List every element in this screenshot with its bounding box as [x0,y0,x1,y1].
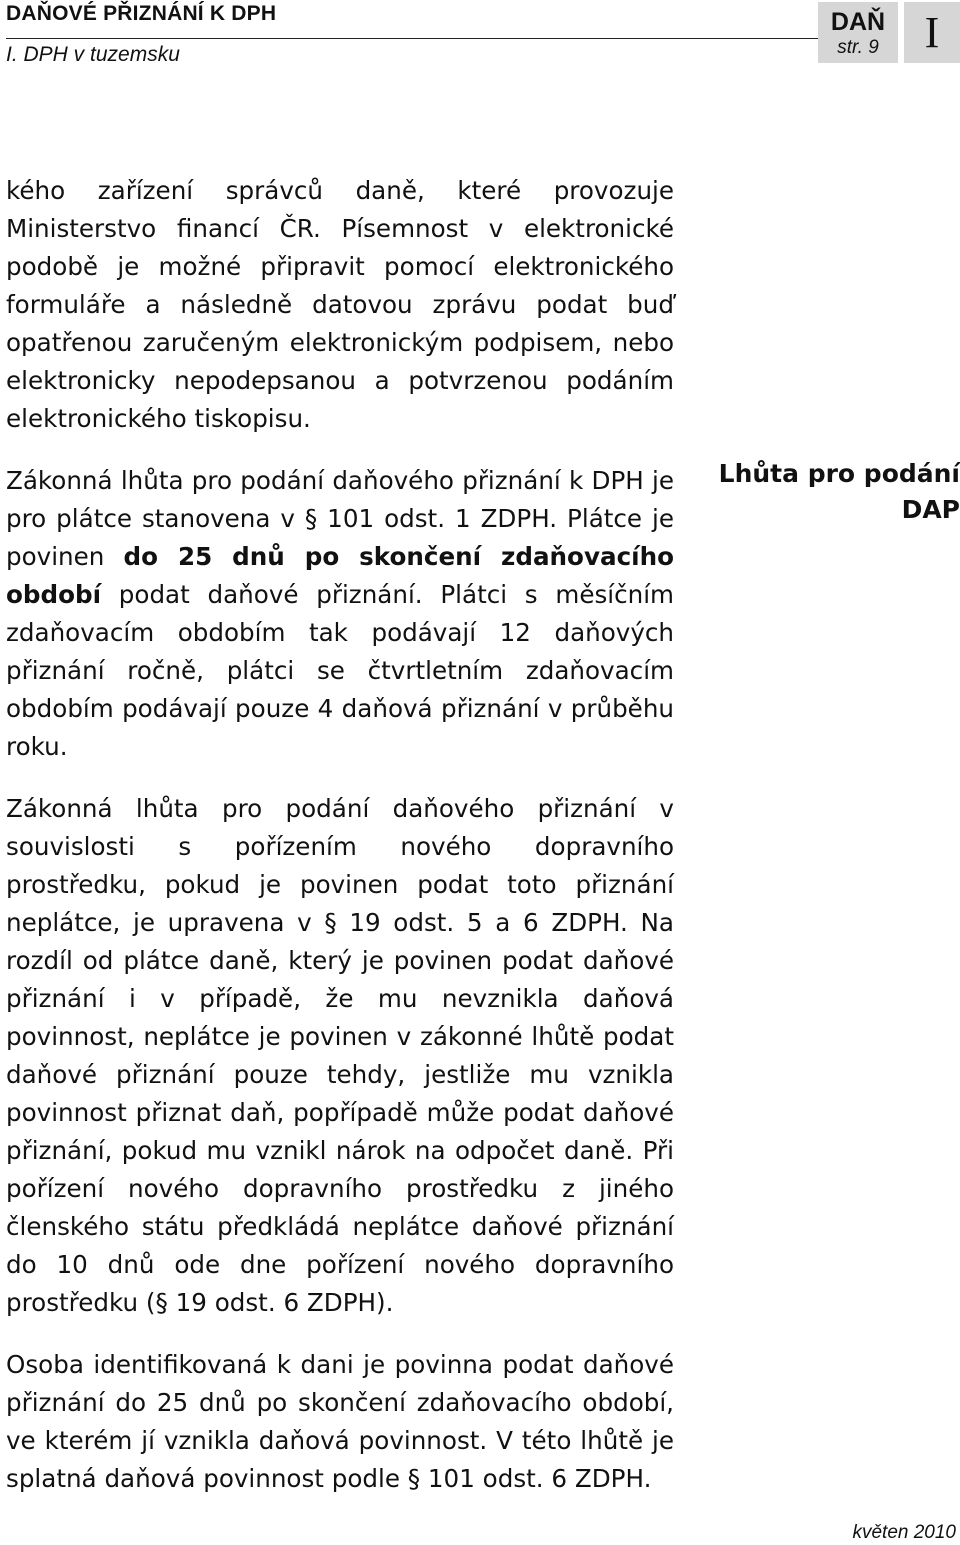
chapter-tab: I [904,2,960,63]
paragraph-2-emphasis: do 25 dnů po skončení zdaňovacího období [6,542,674,609]
margin-heading-line-1: Lhůta pro podání [718,459,960,488]
paragraph-4: Osoba identifikovaná k dani je povinna podat daňové přiznání do 25 dnů po skončení zdaňovacího období, ve kterém jí vznikla daňová povinnost. V této lhůtě je splatná daňová povinnost podle § 101 odst. 6 ZDPH. [6,1350,674,1493]
margin-heading-line-2: DAP [901,495,960,524]
section-label: DAŇ [830,8,886,36]
margin-heading [700,456,960,528]
section-tab [818,2,898,63]
running-header-title: DAŇOVÉ PŘIZNÁNÍ K DPH [6,2,277,25]
paragraph-2-end: podat daňové přiznání. Plátci s měsíčním zdaňovacím obdobím tak podávají 12 daňových přiznání ročně, plátci se čtvrtletním zdaňovacím obdobím podávají pouze 4 daňová přiznání v průběhu roku. [6,580,674,761]
footer-date: květen 2010 [852,1522,956,1543]
page-number: str. 9 [837,37,879,58]
header-rule [6,38,818,39]
paragraph-3: Zákonná lhůta pro podání daňového přiznání v souvislosti s pořízením nového dopravního prostředku, pokud je povinen podat toto přiznání neplátce, je upravena v § 19 odst. 5 a 6 ZDPH. Na rozdíl od plátce daně, který je povinen podat daňové přiznání i v případě, že mu nevznikla daňová povinnost, neplátce je povinen v zákonné lhůtě podat daňové přiznání pouze tehdy, jestliže mu vznikla povinnost přiznat daň, popřípadě může podat daňové přiznání, pokud mu vznikl nárok na odpočet daně. Při pořízení nového dopravního prostředku z jiného členského státu předkládá neplátce daňové přiznání do 10 dnů ode dne pořízení nového dopravního prostředku (§ 19 odst. 6 ZDPH). [6,794,674,1317]
running-header-subtitle: I. DPH v tuzemsku [6,43,180,66]
paragraph-1: kého zařízení správců daně, které provozuje Ministerstvo financí ČR. Písemnost v elektronické podobě je možné připravit pomocí elektronického formuláře a následně datovou zprávu podat buď opatřenou zaručeným elektronickým podpisem, nebo elektronicky nepodepsanou a potvrzenou podáním elektronického tiskopisu. [6,176,674,433]
paragraph-2-start: Zákonná lhůta pro podání daňového přiznání k DPH je pro plátce stanovena v § 101 odst. 1 ZDPH. Plátce je povinen [6,466,674,571]
body-text [6,172,674,1522]
paragraph-2 [6,462,674,766]
